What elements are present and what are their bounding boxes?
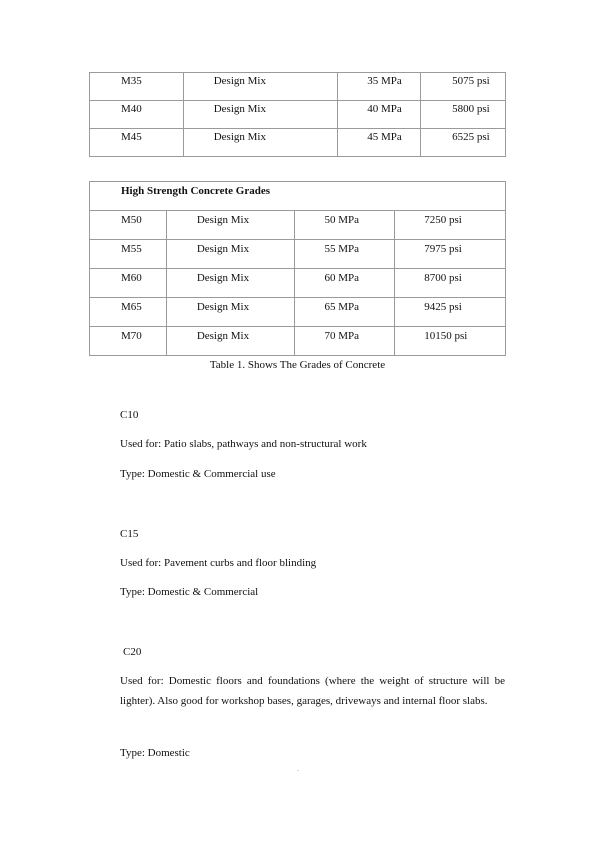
section-type: Type: Domestic & Commercial use (120, 468, 276, 480)
grade-cell: M70 (90, 327, 167, 356)
grade-cell: M35 (90, 73, 184, 101)
mix-cell: Design Mix (183, 101, 338, 129)
grade-cell: M40 (90, 101, 184, 129)
section-type: Type: Domestic & Commercial (120, 586, 259, 598)
table-row (90, 73, 506, 101)
table-header-row (90, 182, 506, 211)
section-grade-c10: C10 (120, 409, 139, 421)
mix-cell: Design Mix (183, 73, 338, 101)
table-caption: Table 1. Shows The Grades of Concrete (209, 359, 386, 371)
table-row (90, 298, 506, 327)
table-row (90, 269, 506, 298)
grade-cell: M45 (90, 129, 184, 157)
strength-psi-cell: 7250 psi (395, 211, 506, 240)
table-row (90, 129, 506, 157)
strength-psi-cell: 7975 psi (395, 240, 506, 269)
strength-mpa-cell: 60 MPa (294, 269, 395, 298)
section-used-for: Used for: Patio slabs, pathways and non-structural work (120, 438, 367, 450)
section-type: Type: Domestic (120, 747, 190, 759)
strength-mpa-cell: 35 MPa (338, 73, 421, 101)
strength-psi-cell: 8700 psi (395, 269, 506, 298)
strength-psi-cell: 9425 psi (395, 298, 506, 327)
table-row (90, 327, 506, 356)
section-grade-c15: C15 (120, 528, 139, 540)
grade-cell: M55 (90, 240, 167, 269)
grades-table-high-strength (89, 181, 506, 356)
section-used-for: Used for: Pavement curbs and floor blinding (120, 557, 317, 569)
strength-psi-cell: 10150 psi (395, 327, 506, 356)
footer-mark: - (297, 768, 299, 774)
section-used-for: Used for: Domestic floors and foundations (where the weight of structure will be lighter). Also good for workshop bases, garages, driveways and internal floor slabs. (120, 675, 505, 707)
grades-table-standard (89, 72, 506, 157)
mix-cell: Design Mix (166, 240, 294, 269)
strength-mpa-cell: 50 MPa (294, 211, 395, 240)
grade-cell: M50 (90, 211, 167, 240)
table-row (90, 211, 506, 240)
table-row (90, 240, 506, 269)
grade-cell: M65 (90, 298, 167, 327)
grade-cell: M60 (90, 269, 167, 298)
table-row (90, 101, 506, 129)
mix-cell: Design Mix (166, 327, 294, 356)
strength-psi-cell: 6525 psi (421, 129, 506, 157)
section-grade-c20: C20 (123, 646, 142, 658)
strength-mpa-cell: 45 MPa (338, 129, 421, 157)
table-header: High Strength Concrete Grades (90, 182, 506, 211)
strength-mpa-cell: 65 MPa (294, 298, 395, 327)
strength-mpa-cell: 40 MPa (338, 101, 421, 129)
strength-psi-cell: 5800 psi (421, 101, 506, 129)
strength-mpa-cell: 55 MPa (294, 240, 395, 269)
strength-mpa-cell: 70 MPa (294, 327, 395, 356)
mix-cell: Design Mix (166, 211, 294, 240)
mix-cell: Design Mix (166, 269, 294, 298)
mix-cell: Design Mix (183, 129, 338, 157)
mix-cell: Design Mix (166, 298, 294, 327)
strength-psi-cell: 5075 psi (421, 73, 506, 101)
